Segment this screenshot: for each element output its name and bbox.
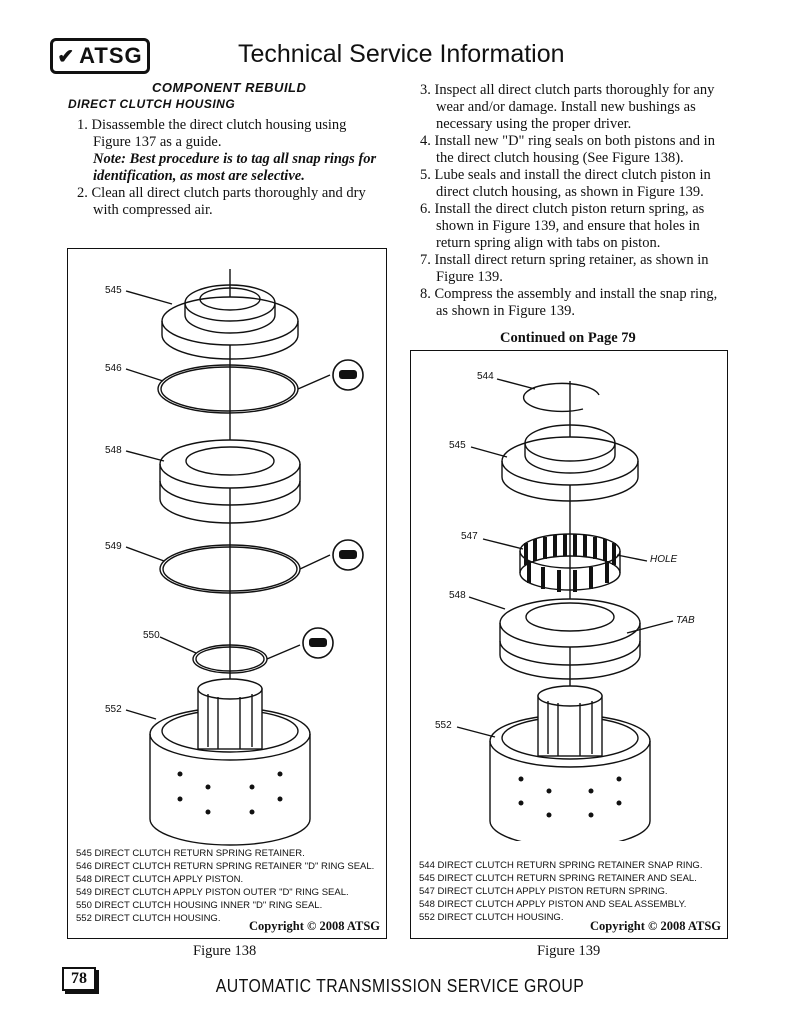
callout-549: 549 (105, 541, 122, 552)
snap-ring-drawing (524, 383, 599, 411)
legend-item: 552 DIRECT CLUTCH HOUSING. (419, 912, 564, 923)
left-steps (77, 117, 377, 219)
annotation-tab: TAB (676, 615, 695, 626)
callout-548: 548 (449, 590, 466, 601)
figure-139-legend (419, 859, 724, 924)
step-1: 1. Disassemble the direct clutch housing using Figure 137 as a guide. (77, 117, 347, 150)
step-8: 8. Compress the assembly and install the snap ring, as shown in Figure 139. (420, 286, 718, 319)
page-number: 78 (62, 967, 96, 991)
legend-item: 548 DIRECT CLUTCH APPLY PISTON AND SEAL ASSEMBLY. (419, 899, 687, 910)
section-subheading: DIRECT CLUTCH HOUSING (68, 97, 236, 111)
direct-clutch-housing-drawing (490, 686, 650, 841)
step-2: 2. Clean all direct clutch parts thoroughly and dry with compressed air. (77, 185, 366, 218)
checkmark-icon: ✔ (57, 45, 76, 68)
legend-item: 545 DIRECT CLUTCH RETURN SPRING RETAINER AND SEAL. (419, 873, 697, 884)
step-5: 5. Lube seals and install the direct clutch piston in direct clutch housing, as shown in Figure 139. (420, 167, 711, 200)
footer-org: AUTOMATIC TRANSMISSION SERVICE GROUP (215, 976, 585, 996)
annotation-hole: HOLE (650, 554, 678, 565)
figure-138-legend (76, 847, 386, 925)
legend-item: 548 DIRECT CLUTCH APPLY PISTON. (76, 874, 244, 885)
callout-550: 550 (143, 630, 160, 641)
logo-text: ATSG (79, 43, 143, 68)
retainer-d-ring-seal-drawing (158, 365, 298, 413)
callout-552: 552 (105, 704, 122, 715)
step-6: 6. Install the direct clutch piston return spring, as shown in Figure 139, and ensure that holes in return spring align with tabs on piston. (420, 201, 705, 251)
continued-note: Continued on Page 79 (500, 330, 636, 346)
figure-139-box (410, 350, 728, 939)
legend-item: 545 DIRECT CLUTCH RETURN SPRING RETAINER. (76, 848, 305, 859)
page-title: Technical Service Information (238, 40, 565, 68)
figure-139-caption: Figure 139 (537, 943, 601, 959)
figure-139-copyright: Copyright © 2008 ATSG (590, 919, 721, 933)
step-3: 3. Inspect all direct clutch parts thoroughly for any wear and/or damage. Install new bushings as necessary using the proper driver. (420, 82, 715, 132)
direct-clutch-housing-drawing (150, 679, 310, 845)
note: Note: Best procedure is to tag all snap rings for identification, as most are selective. (93, 151, 377, 184)
step-7: 7. Install direct return spring retainer, as shown in Figure 139. (420, 252, 709, 285)
legend-item: 549 DIRECT CLUTCH APPLY PISTON OUTER "D" RING SEAL. (76, 887, 349, 898)
callout-545: 545 (449, 440, 466, 451)
legend-item: 546 DIRECT CLUTCH RETURN SPRING RETAINER "D" RING SEAL. (76, 861, 375, 872)
step-4: 4. Install new "D" ring seals on both pistons and in the direct clutch housing (See Figure 138). (420, 133, 715, 166)
section-heading: COMPONENT REBUILD (152, 80, 307, 95)
legend-item: 547 DIRECT CLUTCH APPLY PISTON RETURN SPRING. (419, 886, 668, 897)
figure-138-copyright: Copyright © 2008 ATSG (249, 919, 380, 933)
right-steps (420, 82, 720, 320)
callout-546: 546 (105, 363, 122, 374)
atsg-logo (50, 38, 150, 74)
legend-item: 552 DIRECT CLUTCH HOUSING. (76, 913, 221, 924)
callout-548: 548 (105, 445, 122, 456)
callout-547: 547 (461, 531, 478, 542)
figure-138-box (67, 248, 387, 939)
legend-item: 544 DIRECT CLUTCH RETURN SPRING RETAINER SNAP RING. (419, 860, 703, 871)
legend-item: 550 DIRECT CLUTCH HOUSING INNER "D" RING SEAL. (76, 900, 323, 911)
callout-545: 545 (105, 285, 122, 296)
callout-552: 552 (435, 720, 452, 731)
callout-544: 544 (477, 371, 494, 382)
figure-138-caption: Figure 138 (193, 943, 257, 959)
